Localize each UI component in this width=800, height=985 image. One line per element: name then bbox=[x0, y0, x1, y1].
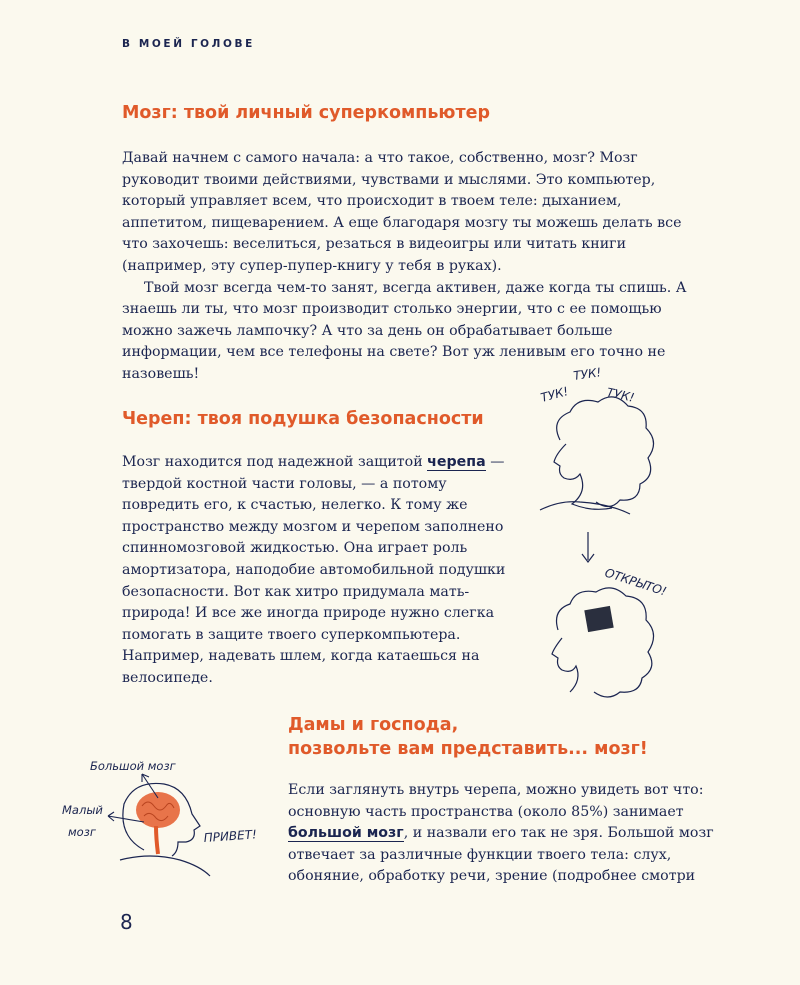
spinal-cord bbox=[156, 826, 158, 854]
knock-label: ТУК! bbox=[572, 365, 603, 383]
knocking-head-illustration bbox=[530, 360, 670, 530]
section-text-skull bbox=[122, 452, 512, 690]
face-profile bbox=[552, 638, 578, 692]
text-span: Мозг находится под надежной защитой bbox=[122, 454, 428, 470]
paragraph bbox=[122, 452, 512, 690]
page-number: 8 bbox=[120, 910, 133, 934]
label-small-brain-line1: Малый bbox=[62, 803, 103, 817]
curly-hair bbox=[557, 588, 654, 697]
label-big-brain: Большой мозг bbox=[90, 759, 176, 773]
section-title-intro-brain bbox=[288, 713, 708, 761]
text-span: — твердой костной части головы, — а потому повредить его, к счастью, нелегко. К тому же пространство между мозгом и черепом заполнено спинномозговой жидкостью. Она играет роль амортизатора, наподобие автомобильной подушки безопасности. Вот как хитро придумала мать-природа! И все же иногда природе нужно слегка помогать в защите твоего суперкомпьютера. Например, надевать шлем, когда катаешься на велосипеде. bbox=[122, 454, 506, 686]
term-big-brain: большой мозг bbox=[288, 825, 404, 842]
section-text-brain bbox=[122, 148, 692, 386]
head-with-brain-illustration bbox=[58, 750, 268, 880]
knock-label: ТУК! bbox=[539, 384, 570, 405]
label-small-brain-line2: мозг bbox=[68, 825, 96, 839]
text-span: , и назвали его так не зря. Большой мозг отвечает за различные функции твоего тела: слух, обоняние, обработку речи, зрение (подробнее смотри bbox=[288, 825, 714, 885]
open-label: ОТКРЫТО! bbox=[603, 565, 669, 599]
curly-hair bbox=[557, 397, 654, 507]
paragraph: Твой мозг всегда чем-то занят, всегда активен, даже когда ты спишь. А знаешь ли ты, что мозг производит столько энергии, что с ее помощью можно зажечь лампочку? А что за день он обрабатывает больше информации, чем все телефоны на свете? Вот уж ленивым его точно не назовешь! bbox=[122, 279, 687, 382]
skull-opening bbox=[584, 606, 613, 632]
section-title-skull: Череп: твоя подушка безопасности bbox=[122, 409, 484, 429]
running-head: В МОЕЙ ГОЛОВЕ bbox=[122, 38, 255, 50]
title-line: Дамы и господа, bbox=[288, 715, 459, 735]
section-title-brain: Мозг: твой личный суперкомпьютер bbox=[122, 103, 490, 123]
text-span: Если заглянуть внутрь черепа, можно увидеть вот что: основную часть пространства (около 85%) занимает bbox=[288, 782, 704, 820]
hello-label: ПРИВЕТ! bbox=[203, 827, 258, 845]
shoulders bbox=[120, 856, 210, 876]
open-skull-illustration bbox=[540, 560, 680, 710]
paragraph: Давай начнем с самого начала: а что такое, собственно, мозг? Мозг руководит твоими действиями, чувствами и мыслями. Это компьютер, который управляет всем, что происходит в твоем теле: дыханием, аппетитом, пищеварением. А еще благодаря мозгу ты можешь делать все что захочешь: веселиться, резаться в видеоигры или читать книги (например, эту супер-пупер-книгу у тебя в руках). bbox=[122, 150, 682, 274]
paragraph bbox=[288, 780, 718, 888]
knock-label: ТУК! bbox=[605, 385, 636, 405]
section-text-intro-brain bbox=[288, 780, 718, 888]
term-skull: черепа bbox=[427, 454, 486, 470]
title-line: позвольте вам представить... мозг! bbox=[288, 739, 648, 759]
face-profile bbox=[554, 444, 612, 509]
